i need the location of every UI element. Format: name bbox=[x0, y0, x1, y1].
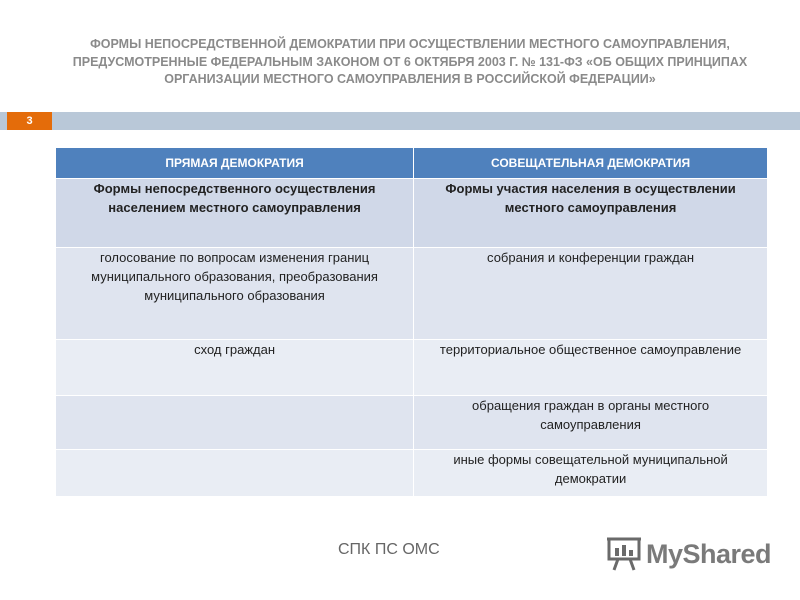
table-cell: голосование по вопросам изменения границ муниципального образования, преобразования муниципального образования bbox=[56, 248, 414, 340]
democracy-forms-table bbox=[55, 147, 768, 497]
subheader-participation-forms: Формы участия населения в осуществлении местного самоуправления bbox=[414, 179, 768, 248]
table-cell bbox=[56, 450, 414, 497]
table-subheader-row bbox=[56, 179, 768, 248]
table-cell: территориальное общественное самоуправление bbox=[414, 340, 768, 396]
table-row bbox=[56, 450, 768, 497]
bar-right-segment bbox=[52, 112, 800, 130]
presentation-board-icon bbox=[606, 536, 646, 572]
table-cell bbox=[56, 396, 414, 450]
logo-text: MyShared bbox=[646, 539, 772, 569]
table-header-row bbox=[56, 148, 768, 179]
header-deliberative-democracy: СОВЕЩАТЕЛЬНАЯ ДЕМОКРАТИЯ bbox=[414, 148, 768, 179]
table-cell: иные формы совещательной муниципальной демократии bbox=[414, 450, 768, 497]
table-cell: обращения граждан в органы местного самоуправления bbox=[414, 396, 768, 450]
table-cell: сход граждан bbox=[56, 340, 414, 396]
slide-number-bar bbox=[0, 112, 800, 130]
subheader-direct-forms: Формы непосредственного осуществления населением местного самоуправления bbox=[56, 179, 414, 248]
table-row bbox=[56, 340, 768, 396]
header-direct-democracy: ПРЯМАЯ ДЕМОКРАТИЯ bbox=[56, 148, 414, 179]
slide-title: ФОРМЫ НЕПОСРЕДСТВЕННОЙ ДЕМОКРАТИИ ПРИ ОСУЩЕСТВЛЕНИИ МЕСТНОГО САМОУПРАВЛЕНИЯ, ПРЕДУСМОТРЕННЫЕ ФЕДЕРАЛЬНЫМ ЗАКОНОМ ОТ 6 ОКТЯБРЯ 2003 Г. № 131-ФЗ «ОБ ОБЩИХ ПРИНЦИПАХ ОРГАНИЗАЦИИ МЕСТНОГО САМОУПРАВЛЕНИЯ В РОССИЙСКОЙ ФЕДЕРАЦИИ» bbox=[72, 37, 748, 86]
footer-text: СПК ПС ОМС bbox=[338, 541, 440, 558]
table-cell: собрания и конференции граждан bbox=[414, 248, 768, 340]
bar-left-segment bbox=[0, 112, 7, 130]
table-row bbox=[56, 248, 768, 340]
slide-number: 3 bbox=[7, 112, 52, 130]
table-row bbox=[56, 396, 768, 450]
myshared-logo[interactable] bbox=[606, 536, 772, 572]
